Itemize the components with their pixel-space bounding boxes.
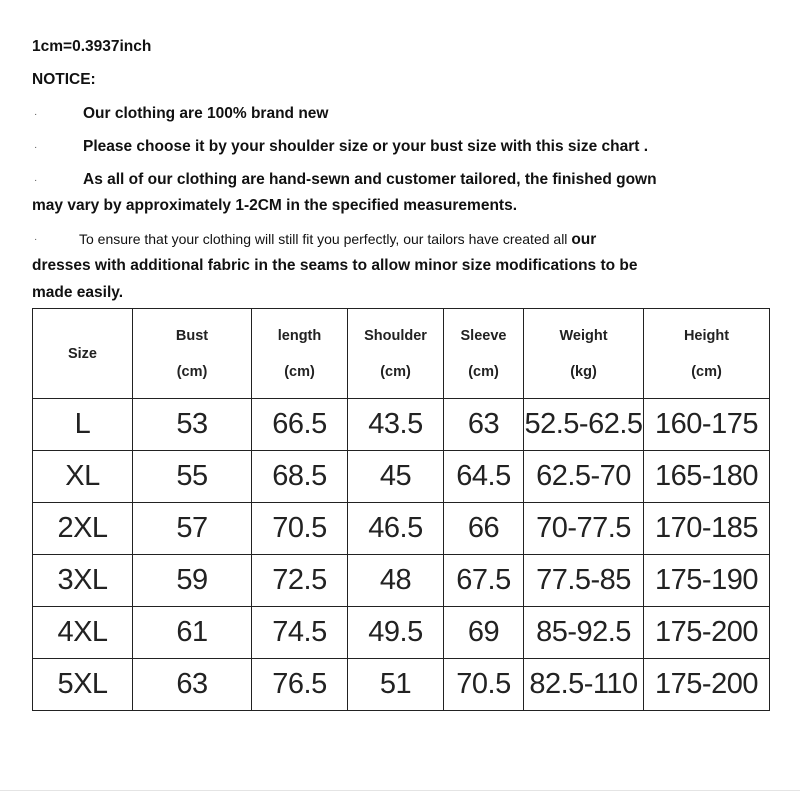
cell-size: 2XL bbox=[33, 503, 133, 555]
notice-size-choice: Please choose it by your shoulder size or your bust size with this size chart . bbox=[83, 138, 649, 155]
bullet-3: · bbox=[34, 175, 38, 186]
cell-size: L bbox=[33, 399, 133, 451]
cell-height: 175-200 bbox=[644, 607, 770, 659]
cell-bust: 59 bbox=[133, 555, 252, 607]
cell-bust: 61 bbox=[133, 607, 252, 659]
cell-bust: 57 bbox=[133, 503, 252, 555]
cell-size: XL bbox=[33, 451, 133, 503]
header-size: Size bbox=[33, 309, 133, 399]
header-bust: Bust (cm) bbox=[133, 309, 252, 399]
bullet-2: · bbox=[34, 142, 38, 153]
cell-shoulder: 46.5 bbox=[348, 503, 444, 555]
table-row bbox=[33, 555, 770, 607]
cell-sleeve: 64.5 bbox=[444, 451, 524, 503]
header-height: Height (cm) bbox=[644, 309, 770, 399]
conversion-note: 1cm=0.3937inch bbox=[32, 38, 152, 55]
cell-weight: 62.5-70 bbox=[524, 451, 644, 503]
header-row bbox=[33, 309, 770, 399]
cell-height: 165-180 bbox=[644, 451, 770, 503]
table-row bbox=[33, 399, 770, 451]
notice-fit-line1-text: To ensure that your clothing will still fit you perfectly, our tailors have created all bbox=[79, 231, 572, 247]
table-row bbox=[33, 503, 770, 555]
cell-height: 175-200 bbox=[644, 659, 770, 711]
header-length: length (cm) bbox=[252, 309, 348, 399]
notice-brand-new: Our clothing are 100% brand new bbox=[83, 105, 329, 122]
notice-hand-sewn-line2: may vary by approximately 1-2CM in the specified measurements. bbox=[32, 197, 517, 214]
cell-bust: 63 bbox=[133, 659, 252, 711]
notice-title: NOTICE: bbox=[32, 71, 96, 88]
bullet-4: · bbox=[34, 234, 38, 245]
cell-height: 170-185 bbox=[644, 503, 770, 555]
size-chart-table bbox=[32, 308, 770, 711]
cell-length: 76.5 bbox=[252, 659, 348, 711]
cell-length: 66.5 bbox=[252, 399, 348, 451]
cell-shoulder: 45 bbox=[348, 451, 444, 503]
cell-shoulder: 51 bbox=[348, 659, 444, 711]
cell-shoulder: 43.5 bbox=[348, 399, 444, 451]
cell-bust: 53 bbox=[133, 399, 252, 451]
cell-length: 68.5 bbox=[252, 451, 348, 503]
cell-shoulder: 48 bbox=[348, 555, 444, 607]
cell-height: 160-175 bbox=[644, 399, 770, 451]
notice-fit-line1-our: our bbox=[571, 231, 597, 248]
bottom-divider bbox=[0, 790, 800, 791]
cell-sleeve: 67.5 bbox=[444, 555, 524, 607]
notice-hand-sewn-line1: As all of our clothing are hand-sewn and customer tailored, the finished gown bbox=[83, 171, 657, 188]
table-row bbox=[33, 659, 770, 711]
header-weight: Weight (kg) bbox=[524, 309, 644, 399]
cell-height: 175-190 bbox=[644, 555, 770, 607]
table-row bbox=[33, 607, 770, 659]
cell-sleeve: 69 bbox=[444, 607, 524, 659]
bullet-1: · bbox=[34, 109, 38, 120]
cell-length: 70.5 bbox=[252, 503, 348, 555]
cell-shoulder: 49.5 bbox=[348, 607, 444, 659]
cell-weight: 77.5-85 bbox=[524, 555, 644, 607]
cell-length: 74.5 bbox=[252, 607, 348, 659]
cell-size: 4XL bbox=[33, 607, 133, 659]
header-shoulder: Shoulder (cm) bbox=[348, 309, 444, 399]
cell-weight: 70-77.5 bbox=[524, 503, 644, 555]
header-sleeve: Sleeve (cm) bbox=[444, 309, 524, 399]
cell-size: 3XL bbox=[33, 555, 133, 607]
notice-fit-line2: dresses with additional fabric in the seams to allow minor size modifications to be bbox=[32, 257, 638, 274]
cell-weight: 52.5-62.5 bbox=[524, 399, 644, 451]
cell-weight: 85-92.5 bbox=[524, 607, 644, 659]
cell-weight: 82.5-110 bbox=[524, 659, 644, 711]
cell-sleeve: 66 bbox=[444, 503, 524, 555]
cell-sleeve: 70.5 bbox=[444, 659, 524, 711]
table-row bbox=[33, 451, 770, 503]
notice-fit-line3: made easily. bbox=[32, 284, 124, 301]
cell-bust: 55 bbox=[133, 451, 252, 503]
cell-length: 72.5 bbox=[252, 555, 348, 607]
cell-sleeve: 63 bbox=[444, 399, 524, 451]
notice-fit-line1 bbox=[79, 229, 596, 250]
cell-size: 5XL bbox=[33, 659, 133, 711]
